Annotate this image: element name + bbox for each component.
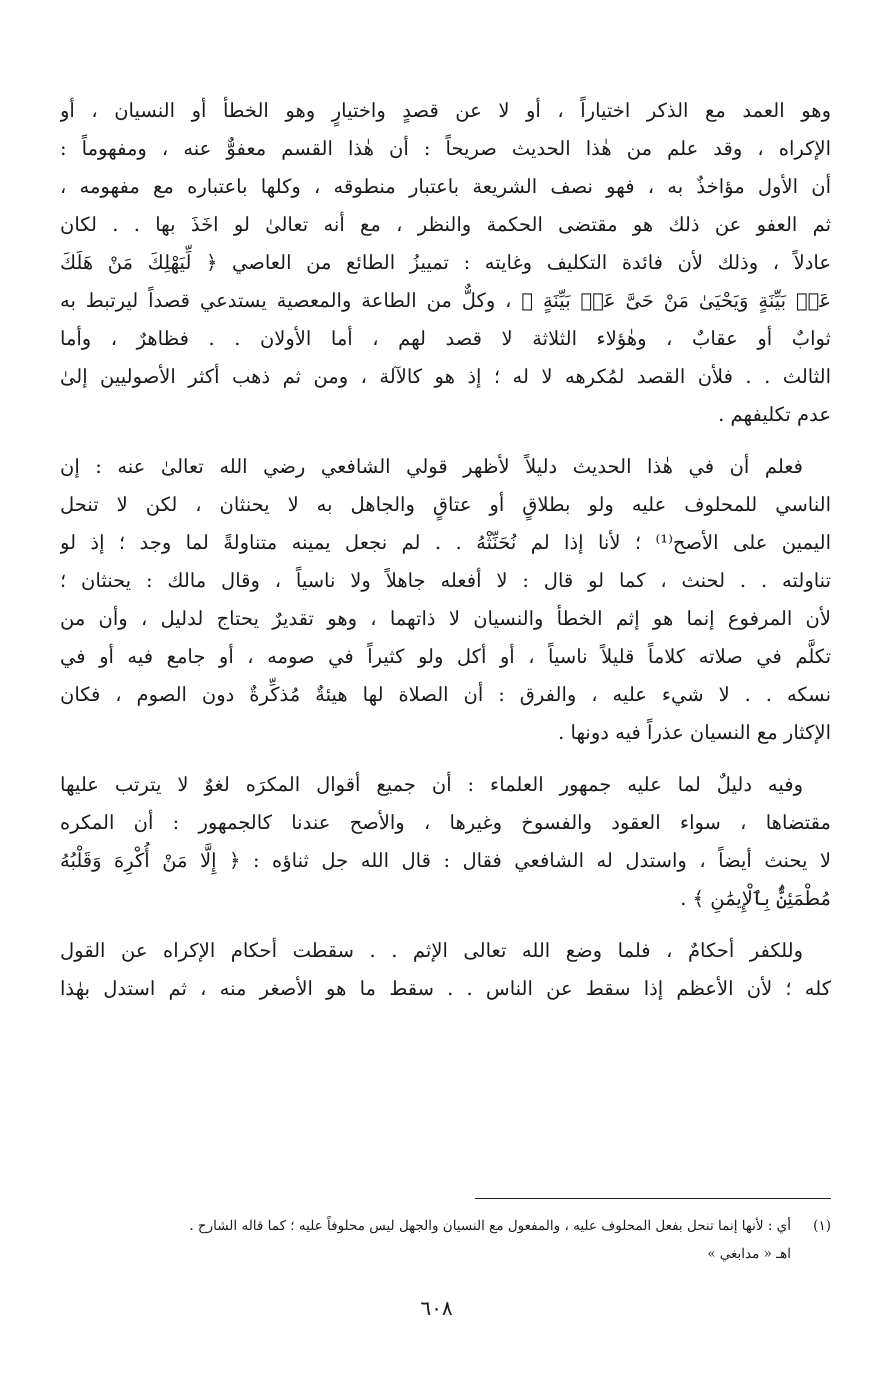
text-line: مُطْمَئِنٌّۢ بِٱلْإِيمَٰنِ ﴾ . (680, 887, 831, 910)
text-line: عَنۢ بَيِّنَةٍ وَيَحْيَىٰ مَنْ حَىَّ عَنۢ بَيِّنَةٍ ﴾ ، وكلٌّ من الطاعة والمعصية يستدعي قصداً ليرتبط به (60, 289, 831, 312)
text-line: الإكراه ، وقد علم من هٰذا الحديث صريحاً : أن هٰذا القسم معفوٌّ عنه ، ومفهوماً : (60, 137, 831, 160)
footnote-text: أي : لأنها إنما تنحل بفعل المحلوف عليه ، والمفعول مع النسيان والجهل ليس محلوفاً عليه ؛ كما قاله الشارح . (189, 1218, 791, 1234)
footnote (60, 1212, 831, 1268)
text-line: فعلم أن في هٰذا الحديث دليلاً لأظهر قولي الشافعي رضي الله تعالىٰ عنه : إن (60, 455, 803, 478)
text-line: الناسي للمحلوف عليه ولو بطلاقٍ أو عتاقٍ والجاهل به لا يحنثان ، لكن لا تنحل (60, 493, 831, 516)
text-line: تناولته . . لحنث ، كما لو قال : لا أفعله جاهلاً ولا ناسياً ، وقال مالك : يحنثان ؛ (60, 569, 831, 592)
text-line: ثوابٌ أو عقابٌ ، وهٰؤلاء الثلاثة لا قصد لهم ، أما الأولان . . فظاهرٌ ، وأما (60, 327, 831, 350)
text-line: لا يحنث أيضاً ، واستدل له الشافعي فقال : قال الله جل ثناؤه : ﴿ إِلَّا مَنْ أُكْرِهَ وَقَلْبُهُ (60, 849, 831, 872)
text-line: أن الأول مؤاخذٌ به ، فهو نصف الشريعة باعتبار منطوقه ، وكلها باعتباره مع مفهومه ، (60, 175, 831, 198)
text-line: كله ؛ لأن الأعظم إذا سقط عن الناس . . سقط ما هو الأصغر منه ، ثم استدل بهٰذا (60, 977, 831, 1000)
footnote-line: اهـ « مدابغي » (707, 1246, 791, 1262)
text-line: لأن المرفوع إنما هو إثم الخطأ والنسيان لا ذاتهما ، وهو تقديرٌ يحتاج لدليل ، وأن من (60, 607, 831, 630)
footnotes (60, 1212, 831, 1268)
text-line: عادلاً ، وذلك لأن فائدة التكليف وغايته : تمييزُ الطائع من العاصي ﴿ لِّيَهْلِكَ مَنْ هَلَكَ (60, 251, 831, 274)
main-text (60, 92, 831, 1008)
text-line: عدم تكليفهم . (718, 403, 831, 426)
text-line: اليمين على الأصح⁽¹⁾ ؛ لأنا إذا لم نُحَنِّثْهُ . . لم نجعل يمينه متناولةً لما وجد ؛ إذ لو (60, 531, 831, 554)
text-line: وهو العمد مع الذكر اختياراً ، أو لا عن قصدٍ واختيارٍ وهو الخطأ أو النسيان ، أو (60, 99, 831, 122)
paragraph-gap (60, 434, 831, 448)
page-number: ٦٠٨ (420, 1296, 453, 1320)
text-line: ثم العفو عن ذلك هو مقتضى الحكمة والنظر ، مع أنه تعالىٰ لو اخَذَ بها . . لكان (60, 213, 831, 236)
text-line: تكلَّم في صلاته كلاماً قليلاً ناسياً ، أو أكل ولو كثيراً في صومه ، أو جامع فيه أو في (60, 645, 831, 668)
text-line: الإكثار مع النسيان عذراً فيه دونها . (558, 721, 831, 744)
footnote-line (60, 1212, 831, 1240)
text-line: وللكفر أحكامٌ ، فلما وضع الله تعالى الإثم . . سقطت أحكام الإكراه عن القول (60, 939, 803, 962)
paragraph (60, 766, 831, 918)
text-line: الثالث . . فلأن القصد لمُكرهه لا له ؛ إذ هو كالآلة ، ومن ثم ذهب أكثر الأصوليين إلىٰ (60, 365, 831, 388)
text-line: نسكه . . لا شيء عليه ، والفرق : أن الصلاة لها هيئةٌ مُذكِّرةٌ دون الصوم ، فكان (60, 683, 831, 706)
paragraph-gap (60, 918, 831, 932)
paragraph-gap (60, 752, 831, 766)
text-line: مقتضاها ، سواء العقود والفسوخ وغيرها ، والأصح عندنا كالجمهور : أن المكره (60, 811, 831, 834)
footnote-divider (475, 1198, 831, 1199)
footnote-number: (١) (813, 1218, 831, 1234)
text-line: وفيه دليلٌ لما عليه جمهور العلماء : أن جميع أقوال المكرَه لغوٌ لا يترتب عليها (60, 773, 803, 796)
paragraph (60, 932, 831, 1008)
paragraph (60, 92, 831, 434)
paragraph (60, 448, 831, 752)
